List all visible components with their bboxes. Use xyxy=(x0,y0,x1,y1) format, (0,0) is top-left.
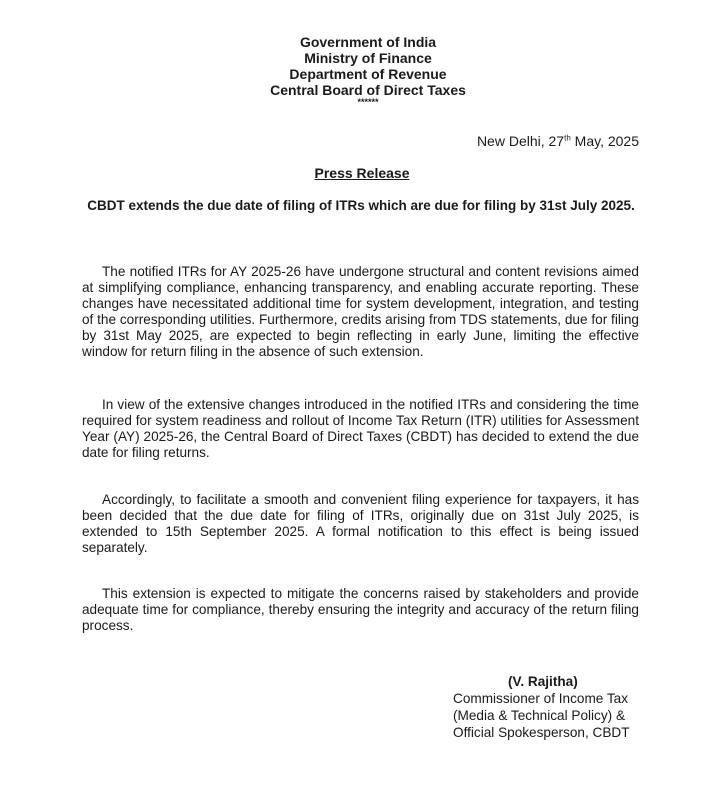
letterhead-board: Central Board of Direct Taxes xyxy=(270,82,466,98)
paragraph-4: This extension is expected to mitigate the concerns raised by stakeholders and provide adequate time for compliance, thereby ensuring the integrity and accuracy of the return filing process. xyxy=(82,586,639,633)
paragraph-1: The notified ITRs for AY 2025-26 have undergone structural and content revisions aimed at simplifying compliance, enhancing transparency, and enabling accurate reporting. These changes have necessitated additional time for system development, integration, and testing of the corresponding utilities. Furthermore, credits arising from TDS statements, due for filing by 31st May 2025, are expected to begin reflecting in early June, limiting the effective window for return filing in the absence of such extension. xyxy=(82,264,639,359)
letterhead-stars: ****** xyxy=(357,97,379,107)
signatory-title-2: (Media & Technical Policy) & xyxy=(453,708,626,723)
dateline-rest: May, 2025 xyxy=(570,133,639,149)
signature-block xyxy=(453,673,630,741)
paragraph-2: In view of the extensive changes introduced in the notified ITRs and considering the time required for system readiness and rollout of Income Tax Return (ITR) utilities for Assessment Year (AY) 2025-26, the Central Board of Direct Taxes (CBDT) has decided to extend the due date for filing returns. xyxy=(82,397,639,460)
signatory-name: (V. Rajitha) xyxy=(508,674,578,689)
dateline-ordinal: th xyxy=(564,133,571,143)
dateline-prefix: New Delhi, 27 xyxy=(476,133,565,149)
letterhead-government: Government of India xyxy=(299,34,437,50)
signatory-title-3: Official Spokesperson, CBDT xyxy=(453,725,630,740)
press-release-heading: Press Release xyxy=(314,165,410,181)
letterhead xyxy=(0,34,720,107)
dateline xyxy=(477,132,639,150)
signatory-title-1: Commissioner of Income Tax xyxy=(453,691,629,706)
letterhead-department: Department of Revenue xyxy=(289,66,447,82)
paragraph-3: Accordingly, to facilitate a smooth and convenient filing experience for taxpayers, it has been decided that the due date for filing of ITRs, originally due on 31st July 2025, is extended to 15th September 2025. A formal notification to this effect is being issued separately. xyxy=(82,492,639,555)
letterhead-ministry: Ministry of Finance xyxy=(304,50,432,66)
subject-heading: CBDT extends the due date of filing of ITRs which are due for filing by 31st July 2025. xyxy=(87,198,635,213)
